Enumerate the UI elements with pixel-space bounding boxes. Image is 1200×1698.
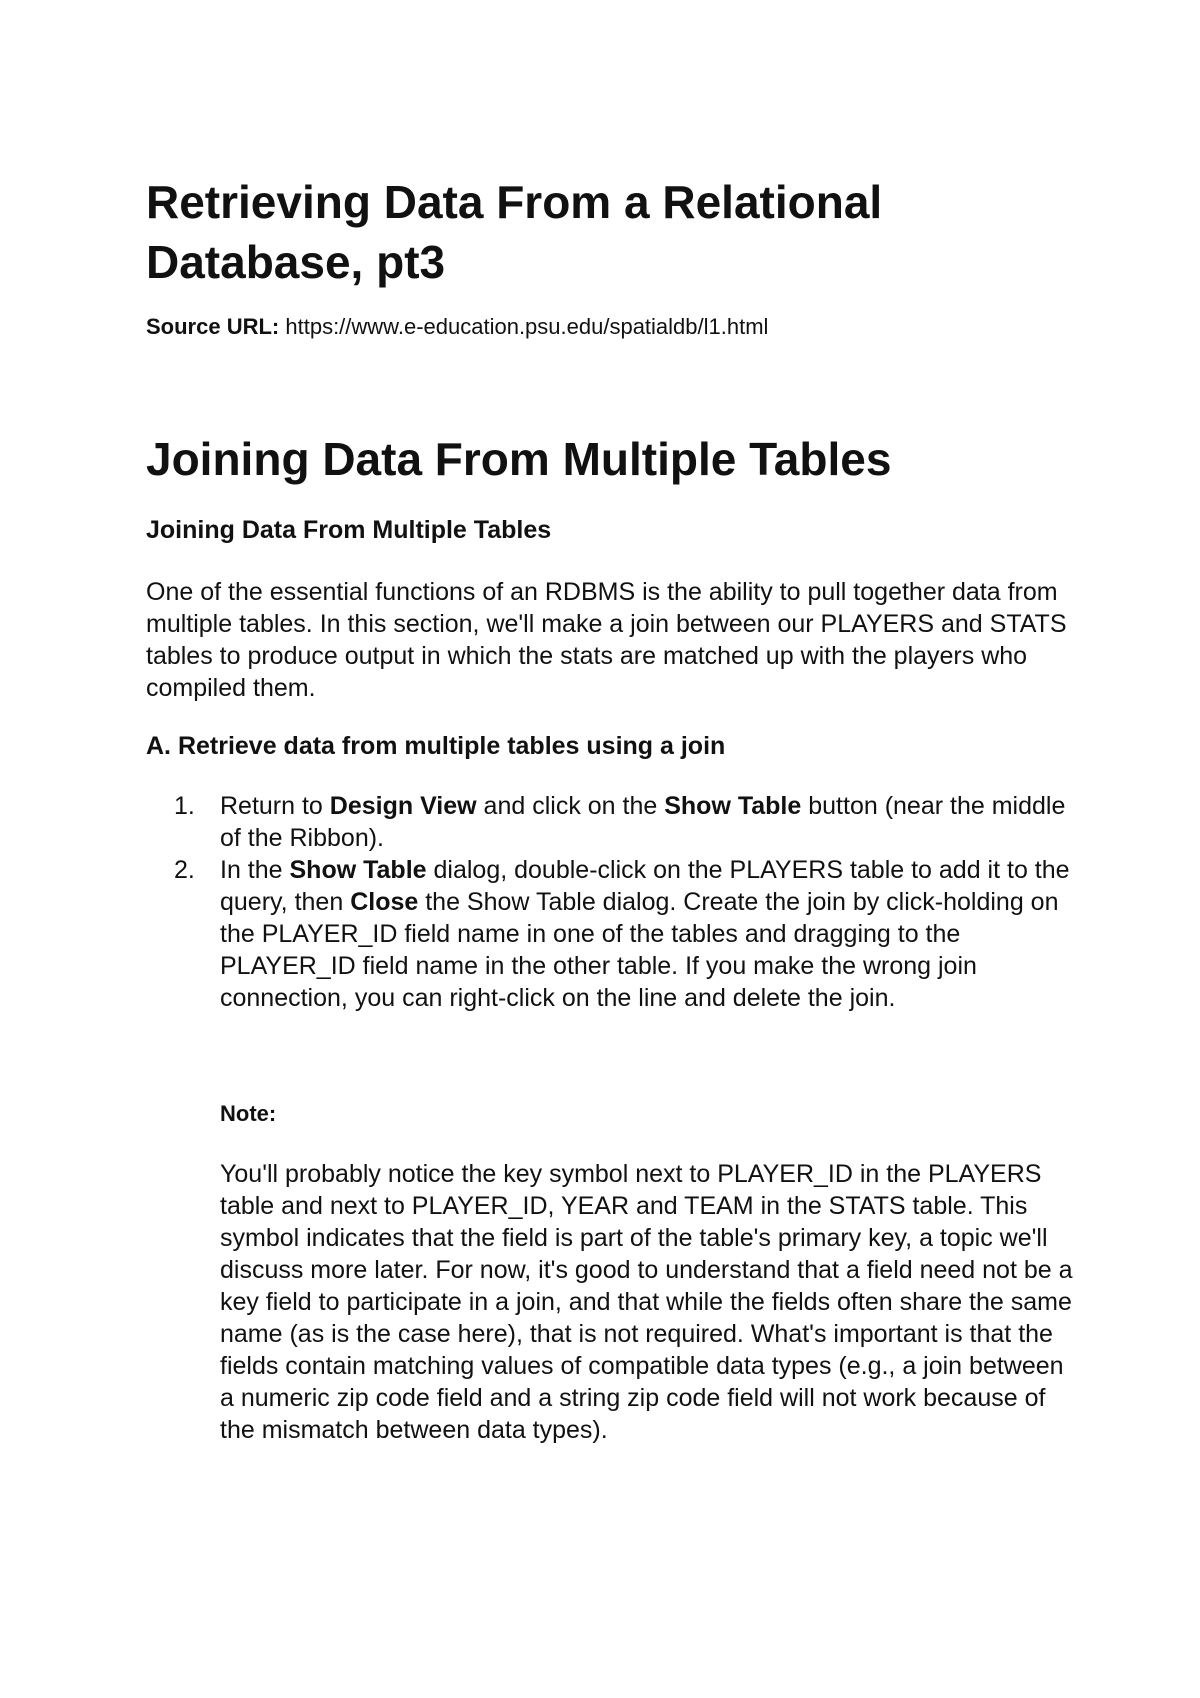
section-subtitle: Joining Data From Multiple Tables bbox=[146, 516, 552, 544]
steps-list bbox=[146, 790, 1076, 1014]
step-bold-text: Show Table bbox=[664, 792, 802, 820]
list-item bbox=[146, 790, 1076, 854]
step-text: button (near the middle of the Ribbon). bbox=[220, 792, 1066, 852]
note-label: Note: bbox=[220, 1101, 277, 1126]
section-title: Joining Data From Multiple Tables bbox=[146, 433, 892, 485]
step-text: dialog, double-click on the PLAYERS table to add it to the query, then bbox=[220, 856, 1070, 916]
step-bold-text: Close bbox=[350, 888, 419, 916]
step-heading: A. Retrieve data from multiple tables using a join bbox=[146, 732, 726, 760]
source-url-label: Source URL: bbox=[146, 314, 280, 339]
source-line bbox=[146, 313, 768, 341]
intro-paragraph: One of the essential functions of an RDBMS is the ability to pull together data from multiple tables. In this section, we'll make a join between our PLAYERS and STATS tables to produce output in which the stats are matched up with the players who compiled them. bbox=[146, 578, 1067, 702]
list-item-number: 1. bbox=[174, 792, 195, 820]
step-bold-text: Show Table bbox=[289, 856, 427, 884]
note-body: You'll probably notice the key symbol next to PLAYER_ID in the PLAYERS table and next to PLAYER_ID, YEAR and TEAM in the STATS table. This symbol indicates that the field is part of the table's primary key, a topic we'll discuss more later. For now, it's good to understand that a field need not be a key field to participate in a join, and that while the fields often share the same name (as is the case here), that is not required. What's important is that the fields contain matching values of compatible data types (e.g., a join between a numeric zip code field and a string zip code field will not work because of the mismatch between data types). bbox=[220, 1160, 1073, 1444]
step-text: In the bbox=[220, 856, 290, 884]
step-text: Return to bbox=[220, 792, 330, 820]
list-item bbox=[146, 854, 1076, 1014]
list-item-number: 2. bbox=[174, 856, 195, 884]
document-title: Retrieving Data From a Relational Database, pt3 bbox=[146, 176, 883, 288]
step-text: and click on the bbox=[476, 792, 665, 820]
step-text: the Show Table dialog. Create the join by click-holding on the PLAYER_ID field name in one of the tables and dragging to the PLAYER_ID field name in the other table. If you make the wrong join connection, you can right-click on the line and delete the join. bbox=[220, 888, 1059, 1012]
step-bold-text: Design View bbox=[329, 792, 477, 820]
source-url-link[interactable]: https://www.e-education.psu.edu/spatialdb/l1.html bbox=[285, 314, 769, 339]
